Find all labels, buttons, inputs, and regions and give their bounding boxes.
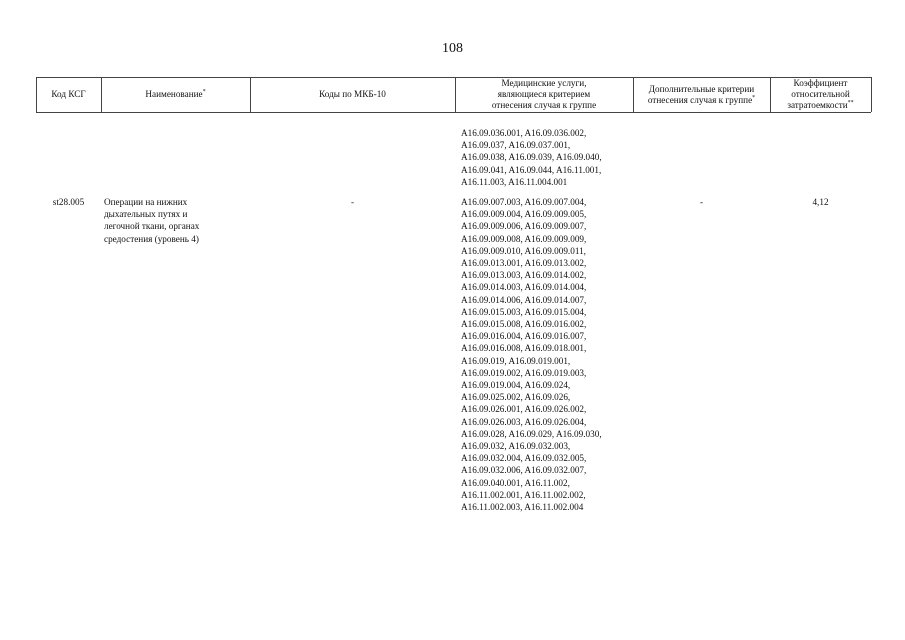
service-code-line: A16.09.028, A16.09.029, A16.09.030,	[461, 428, 602, 439]
service-code-line: A16.09.019.004, A16.09.024,	[461, 380, 571, 391]
service-code-line: A16.09.025.002, A16.09.026,	[461, 392, 571, 403]
service-code-line: A16.09.032.006, A16.09.032.007,	[461, 465, 587, 476]
header-ksg-code: Код КСГ	[51, 89, 86, 99]
service-code-line: A16.09.036.001, A16.09.036.002,	[461, 128, 587, 138]
service-code-line: A16.09.016.004, A16.09.016.007,	[461, 331, 587, 342]
footnote-mark: *	[202, 88, 206, 95]
service-code-line: A16.09.015.003, A16.09.015.004,	[461, 306, 587, 317]
service-code-line: A16.09.013.001, A16.09.013.002,	[461, 258, 587, 269]
header-coefficient: Коэффициент относительной затратоемкости**	[787, 78, 854, 110]
header-services: Медицинские услуги, являющиеся критерием отнесения случая к группе	[491, 78, 597, 110]
service-code-line: A16.09.013.003, A16.09.014.002,	[461, 270, 587, 281]
row-services-list	[461, 196, 602, 513]
service-code-line: A16.09.026.001, A16.09.026.002,	[461, 404, 587, 415]
service-code-line: A16.09.016.008, A16.09.018.001,	[461, 343, 587, 354]
service-code-line: A16.09.014.003, A16.09.014.004,	[461, 282, 587, 293]
service-code-line: A16.09.009.008, A16.09.009.009,	[461, 233, 587, 244]
service-code-line: A16.09.037, A16.09.037.001,	[461, 140, 571, 151]
footnote-mark: **	[847, 99, 854, 106]
header-name: Наименование*	[145, 88, 206, 99]
footnote-mark: *	[752, 94, 756, 101]
continued-services-list	[461, 127, 602, 188]
header-extra-criteria: Дополнительные критерии отнесения случая к группе*	[647, 83, 756, 105]
row-extra-criteria: -	[699, 197, 704, 207]
service-code-line: A16.09.007.003, A16.09.007.004,	[461, 197, 587, 207]
service-code-line: A16.09.019, A16.09.019.001,	[461, 355, 571, 366]
row-mkb-codes: -	[350, 197, 355, 207]
service-code-line: A16.11.003, A16.11.004.001	[461, 176, 568, 187]
service-code-line: A16.09.015.008, A16.09.016.002,	[461, 319, 587, 330]
service-code-line: A16.09.038, A16.09.039, A16.09.040,	[461, 152, 602, 163]
row-name: Операции на нижних дыхательных путях и легочной ткани, органах средостения (уровень 4)	[104, 197, 200, 244]
service-code-line: A16.09.019.002, A16.09.019.003,	[461, 367, 587, 378]
service-code-line: A16.09.009.010, A16.09.009.011,	[461, 245, 586, 256]
service-code-line: A16.09.026.003, A16.09.026.004,	[461, 416, 587, 427]
service-code-line: A16.09.009.006, A16.09.009.007,	[461, 221, 587, 232]
service-code-line: A16.09.032.004, A16.09.032.005,	[461, 453, 587, 464]
row-ksg-code: st28.005	[52, 197, 85, 207]
service-code-line: A16.11.002.001, A16.11.002.002,	[461, 489, 586, 500]
header-mkb-codes: Коды по МКБ-10	[319, 89, 386, 99]
row-coefficient: 4,12	[812, 197, 829, 207]
service-code-line: A16.09.014.006, A16.09.014.007,	[461, 294, 587, 305]
page-number: 108	[442, 41, 463, 56]
service-code-line: A16.11.002.003, A16.11.002.004	[461, 502, 584, 513]
table-header-bottom-border	[36, 112, 871, 113]
service-code-line: A16.09.032, A16.09.032.003,	[461, 441, 571, 452]
service-code-line: A16.09.041, A16.09.044, A16.11.001,	[461, 164, 602, 175]
service-code-line: A16.09.009.004, A16.09.009.005,	[461, 209, 587, 220]
service-code-line: A16.09.040.001, A16.11.002,	[461, 477, 570, 488]
column-divider	[871, 77, 872, 112]
